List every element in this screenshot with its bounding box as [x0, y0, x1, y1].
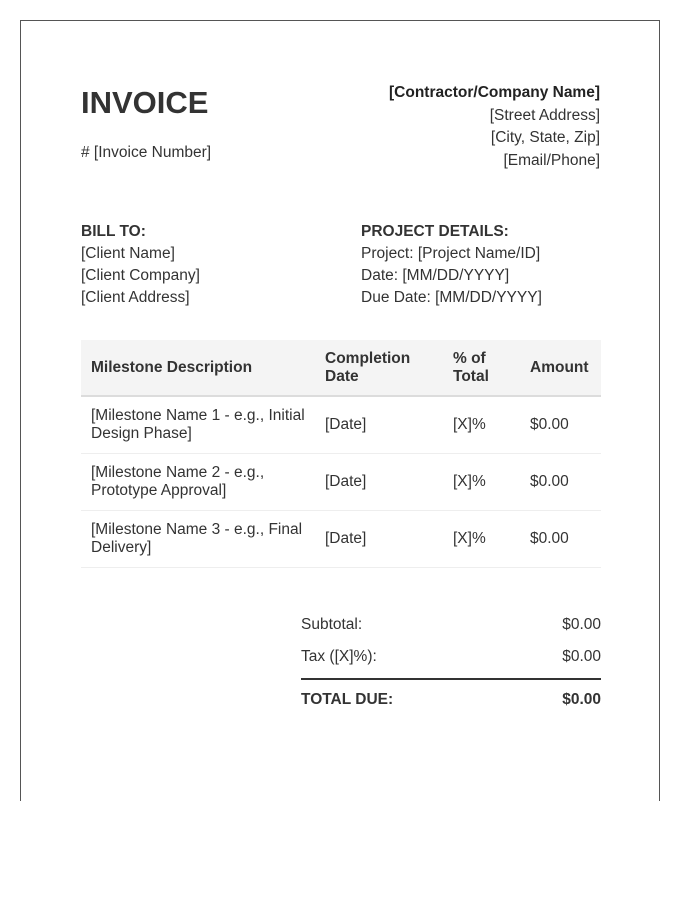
bill-to-heading: BILL TO:: [81, 223, 146, 240]
milestone-amount: $0.00: [520, 396, 601, 453]
bill-to-section: [81, 221, 200, 309]
tax-value: $0.00: [562, 648, 601, 665]
invoice-title: INVOICE: [81, 85, 209, 120]
company-name: [Contractor/Company Name]: [389, 84, 600, 101]
column-header-completion-date: Completion Date: [315, 340, 443, 396]
milestone-percent: [X]%: [443, 510, 520, 567]
total-due-row: [301, 689, 601, 721]
client-company: [Client Company]: [81, 267, 200, 284]
column-header-amount: Amount: [520, 340, 601, 396]
invoice-page: [20, 20, 660, 801]
subtotal-value: $0.00: [562, 616, 601, 633]
invoice-number: # [Invoice Number]: [81, 144, 212, 161]
milestone-description: [Milestone Name 2 - e.g., Prototype Approval]: [81, 453, 315, 510]
subtotal-row: [301, 614, 601, 646]
tax-row: [301, 646, 601, 678]
company-info: [389, 82, 600, 172]
tax-label: Tax ([X]%):: [301, 648, 377, 665]
totals-section: [301, 614, 601, 721]
milestone-amount: $0.00: [520, 510, 601, 567]
milestone-description: [Milestone Name 3 - e.g., Final Delivery]: [81, 510, 315, 567]
project-details-heading: PROJECT DETAILS:: [361, 223, 509, 240]
project-name: Project: [Project Name/ID]: [361, 245, 541, 262]
company-contact: [Email/Phone]: [503, 151, 600, 169]
table-header-row: [81, 340, 601, 396]
total-divider: [301, 678, 601, 680]
milestone-date: [Date]: [315, 453, 443, 510]
client-address: [Client Address]: [81, 289, 190, 306]
milestone-table: [81, 340, 601, 568]
milestone-date: [Date]: [315, 396, 443, 453]
total-due-label: TOTAL DUE:: [301, 691, 394, 708]
column-header-description: Milestone Description: [81, 340, 315, 396]
project-date: Date: [MM/DD/YYYY]: [361, 267, 510, 284]
company-city: [City, State, Zip]: [490, 129, 600, 146]
client-name: [Client Name]: [81, 245, 175, 262]
project-details-section: [361, 221, 542, 309]
table-row: [81, 453, 601, 510]
milestone-amount: $0.00: [520, 453, 601, 510]
column-header-percent: % of Total: [443, 340, 520, 396]
total-due-value: $0.00: [562, 691, 601, 708]
subtotal-label: Subtotal:: [301, 616, 363, 633]
milestone-percent: [X]%: [443, 396, 520, 453]
milestone-date: [Date]: [315, 510, 443, 567]
company-street: [Street Address]: [489, 106, 600, 124]
project-due-date: Due Date: [MM/DD/YYYY]: [361, 289, 542, 306]
milestone-percent: [X]%: [443, 453, 520, 510]
table-row: [81, 510, 601, 567]
table-row: [81, 396, 601, 453]
milestone-description: [Milestone Name 1 - e.g., Initial Design Phase]: [81, 396, 315, 453]
